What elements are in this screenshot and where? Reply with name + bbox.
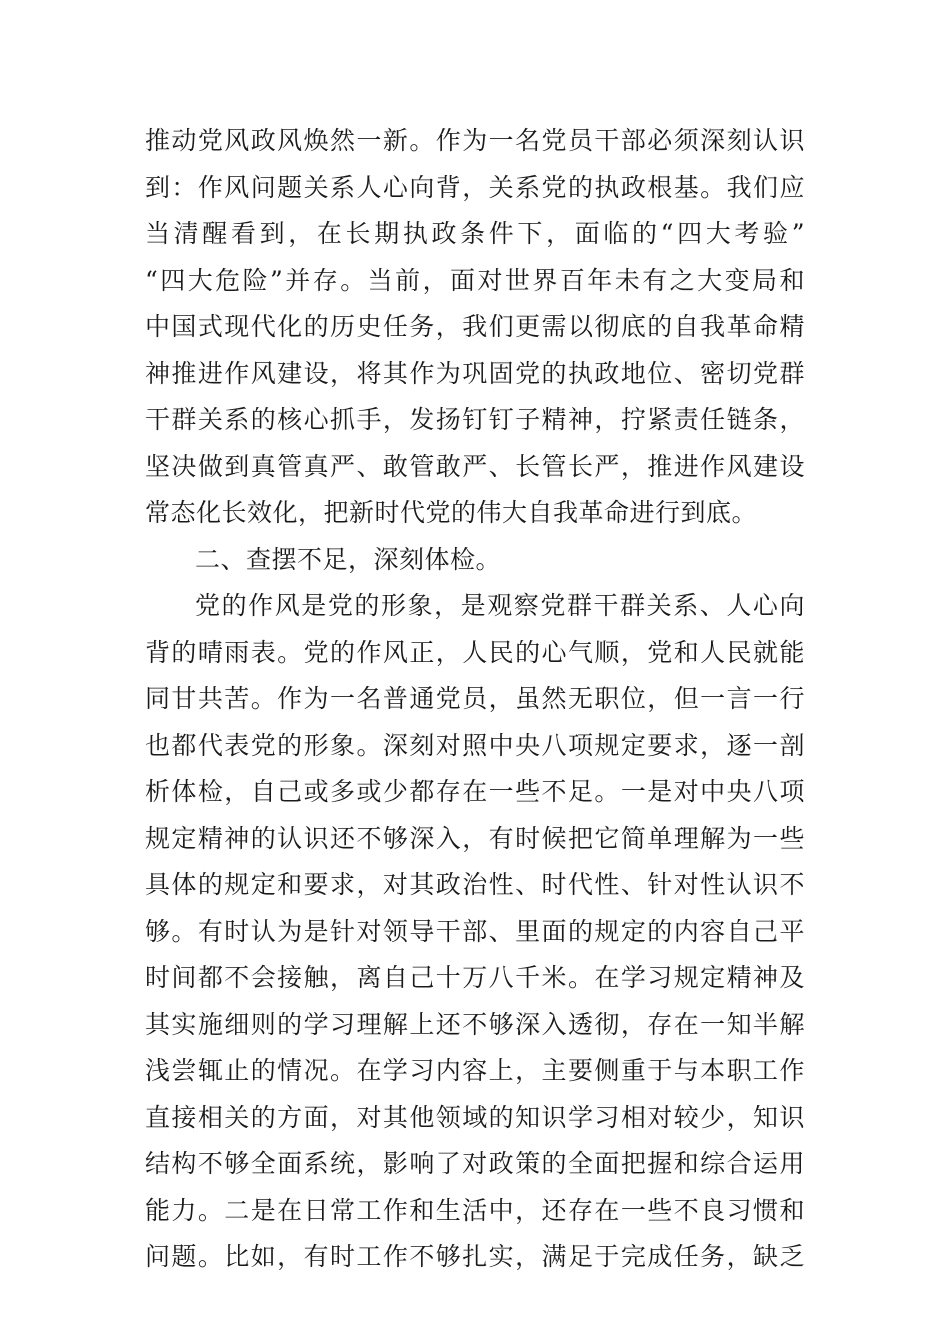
text-line: 直接相关的方面，对其他领域的知识学习相对较少，知识	[145, 1102, 805, 1132]
text-line: 能力。二是在日常工作和生活中，还存在一些不良习惯和	[145, 1195, 805, 1225]
section-heading: 二、查摆不足，深刻体检。	[195, 544, 502, 574]
text-line: 常态化长效化，把新时代党的伟大自我革命进行到底。	[145, 498, 758, 527]
text-line: 时间都不会接触，离自己十万八千米。在学习规定精神及	[145, 963, 805, 992]
text-line: 析体检，自己或多或少都存在一些不足。一是对中央八项	[145, 777, 805, 806]
text-line: “四大危险”并存。当前，面对世界百年未有之大变局和	[145, 265, 805, 295]
text-line: 到：作风问题关系人心向背，关系党的执政根基。我们应	[145, 172, 805, 202]
text-line: 结构不够全面系统，影响了对政策的全面把握和综合运用	[145, 1149, 805, 1178]
text-line: 干群关系的核心抓手，发扬钉钉子精神，拧紧责任链条，	[145, 405, 805, 434]
text-line: 中国式现代化的历史任务，我们更需以彻底的自我革命精	[145, 312, 805, 341]
text-line: 问题。比如，有时工作不够扎实，满足于完成任务，缺乏	[145, 1242, 805, 1271]
text-line: 够。有时认为是针对领导干部、里面的规定的内容自己平	[145, 916, 805, 946]
text-line: 浅尝辄止的情况。在学习内容上，主要侧重于与本职工作	[145, 1056, 805, 1085]
text-line: 党的作风是党的形象，是观察党群干群关系、人心向	[195, 591, 805, 620]
body-text	[145, 118, 805, 1281]
text-line: 也都代表党的形象。深刻对照中央八项规定要求，逐一剖	[145, 730, 805, 760]
text-line: 当清醒看到，在长期执政条件下，面临的“四大考验”	[145, 219, 805, 248]
text-line: 坚决做到真管真严、敢管敢严、长管长严，推进作风建设	[145, 451, 805, 481]
text-line: 推动党风政风焕然一新。作为一名党员干部必须深刻认识	[145, 126, 805, 155]
text-line: 规定精神的认识还不够深入，有时候把它简单理解为一些	[145, 823, 805, 853]
text-line: 具体的规定和要求，对其政治性、时代性、针对性认识不	[145, 870, 805, 899]
text-line: 背的晴雨表。党的作风正，人民的心气顺，党和人民就能	[145, 637, 805, 667]
text-line: 其实施细则的学习理解上还不够深入透彻，存在一知半解	[145, 1009, 805, 1039]
text-line: 同甘共苦。作为一名普通党员，虽然无职位，但一言一行	[145, 684, 805, 713]
text-line: 神推进作风建设，将其作为巩固党的执政地位、密切党群	[145, 358, 805, 388]
